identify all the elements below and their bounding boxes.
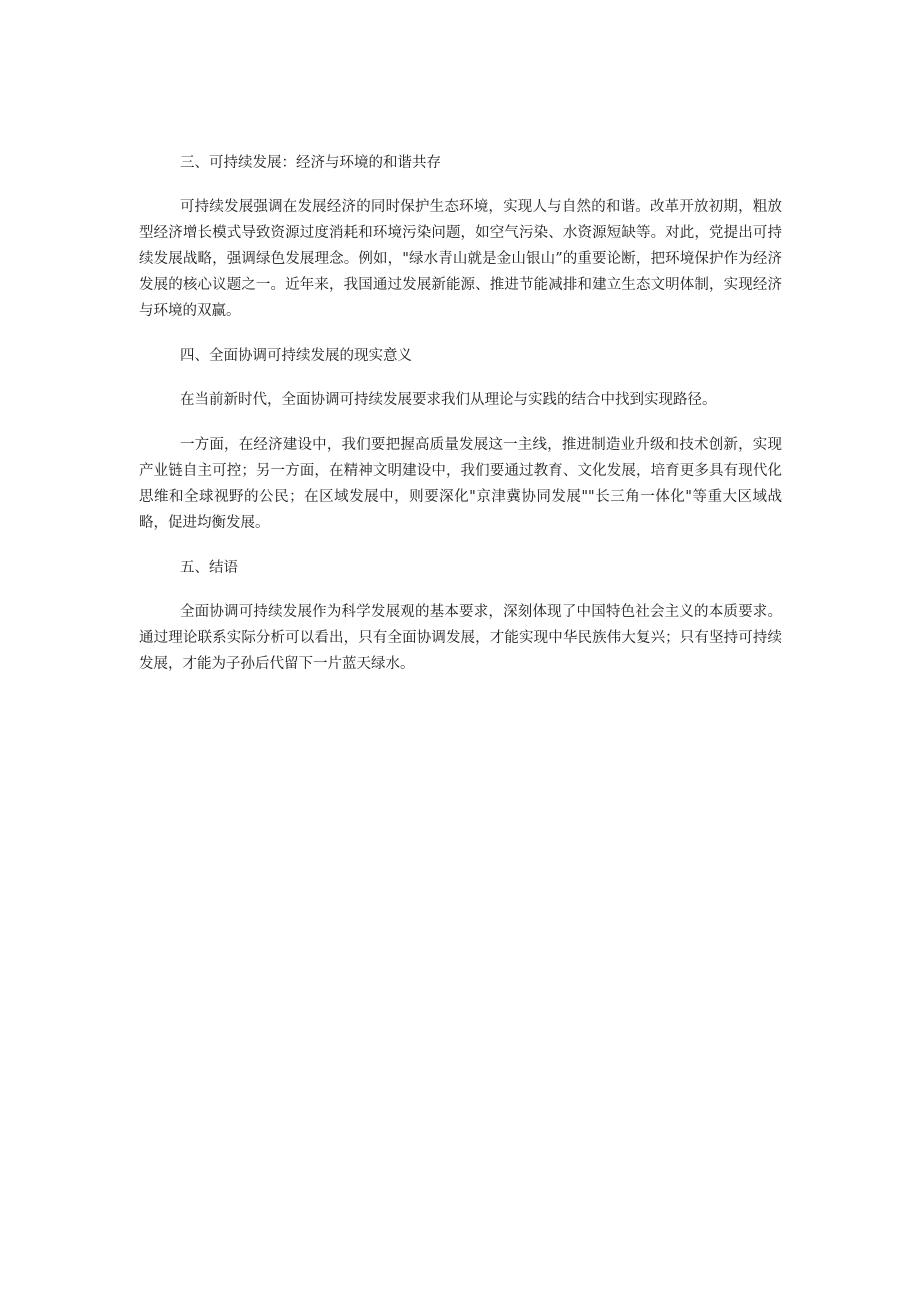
paragraph-development-measures: 一方面，在经济建设中，我们要把握高质量发展这一主线，推进制造业升级和技术创新，实现产业链自主可控；另一方面，在精神文明建设中，我们要通过教育、文化发展，培育更多具有现代化思维和全球视野的公民；在区域发展中，则要深化"京津冀协同发展""长三角一体化"等重大区域战略，促进均衡发展。 bbox=[139, 437, 782, 531]
section-heading-sustainable-development: 三、可持续发展：经济与环境的和谐共存 bbox=[180, 155, 441, 171]
section-heading-conclusion: 五、结语 bbox=[180, 560, 238, 576]
paragraph-new-era-path: 在当前新时代，全面协调可持续发展要求我们从理论与实践的结合中找到实现路径。 bbox=[180, 392, 717, 408]
paragraph-sustainable-development: 可持续发展强调在发展经济的同时保护生态环境，实现人与自然的和谐。改革开放初期，粗放型经济增长模式导致资源过度消耗和环境污染问题，如空气污染、水资源短缺等。对此，党提出可持续发展战略，强调绿色发展理念。例如，"绿水青山就是金山银山”的重要论断，把环境保护作为经济发展的核心议题之一。近年来，我国通过发展新能源、推进节能减排和建立生态文明体制，实现经济与环境的双赢。 bbox=[139, 199, 782, 319]
section-heading-practical-significance: 四、全面协调可持续发展的现实意义 bbox=[180, 348, 412, 364]
document-page bbox=[139, 150, 782, 677]
paragraph-conclusion: 全面协调可持续发展作为科学发展观的基本要求，深刻体现了中国特色社会主义的本质要求。通过理论联系实际分析可以看出，只有全面协调发展，才能实现中华民族伟大复兴；只有坚持可持续发展，才能为子孙后代留下一片蓝天绿水。 bbox=[139, 604, 782, 672]
